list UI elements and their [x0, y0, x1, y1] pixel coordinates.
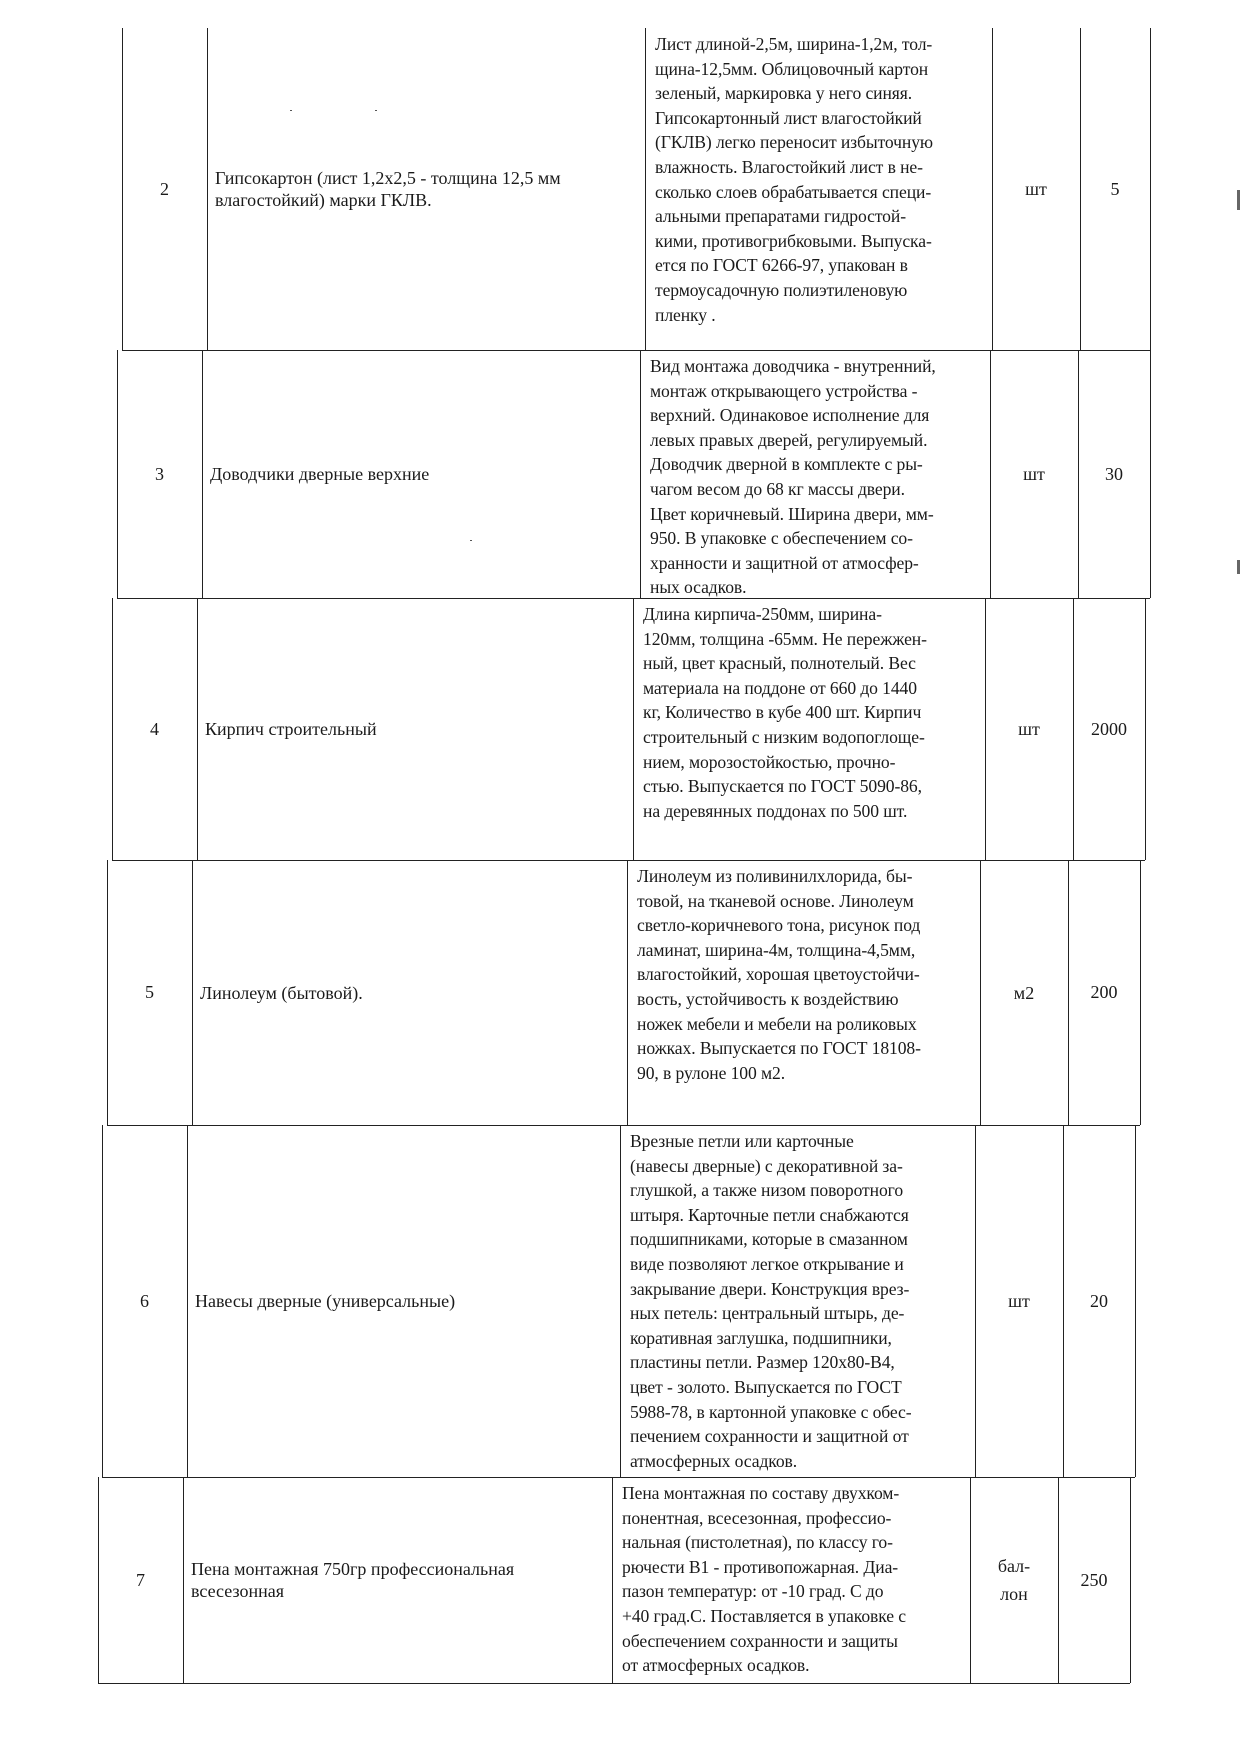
column-border — [122, 28, 123, 350]
item-description — [627, 860, 980, 1125]
description-line: обеспечением сохранности и защиты — [622, 1630, 898, 1651]
description-line: сколько слоев обрабатывается специ- — [655, 181, 932, 202]
unit-of-measure: шт — [1023, 464, 1045, 484]
unit-of-measure: м2 — [1013, 982, 1035, 1003]
description-line: строительный с низким водопоглоще- — [643, 726, 925, 747]
column-border — [202, 350, 203, 598]
item-description — [633, 598, 985, 860]
column-border — [970, 1477, 971, 1683]
column-border — [1135, 1125, 1136, 1477]
description-line: Врезные петли или карточные — [630, 1131, 854, 1151]
table-row — [122, 28, 1150, 351]
description-line: на деревянных поддонах по 500 шт. — [643, 800, 908, 821]
description-line: Длина кирпича-250мм, ширина- — [643, 604, 882, 624]
quantity: 2000 — [1091, 718, 1127, 739]
description-line: пластины петли. Размер 120х80-В4, — [630, 1352, 895, 1373]
scan-speck — [290, 110, 292, 111]
row-number: 6 — [140, 1290, 149, 1311]
description-line: Гипсокартонный лист влагостойкий — [655, 107, 922, 128]
description-line: хранности и защитной от атмосфер- — [650, 552, 919, 573]
quantity: 200 — [1090, 982, 1118, 1002]
row-number: 7 — [136, 1569, 145, 1590]
description-line: (навесы дверные) с декоративной за- — [630, 1155, 903, 1176]
unit-of-measure: шт — [1025, 179, 1047, 199]
column-border — [627, 860, 628, 1125]
item-description — [612, 1477, 970, 1683]
description-line: нальная (пистолетная), по классу го- — [622, 1532, 893, 1553]
column-border — [1130, 1477, 1131, 1683]
quantity: 250 — [1080, 1569, 1108, 1590]
column-border — [98, 1477, 99, 1683]
column-border — [207, 28, 208, 350]
description-line: 90, в рулоне 100 м2. — [637, 1062, 786, 1083]
description-line: термоусадочную полиэтиленовую — [655, 279, 908, 300]
description-line: от атмосферных осадков. — [622, 1655, 810, 1676]
column-border — [1150, 28, 1151, 350]
description-line: Доводчик дверной в комплекте с ры- — [650, 454, 923, 475]
description-line: пазон температур: от -10 град. С до — [622, 1581, 884, 1602]
description-line: Цвет коричневый. Ширина двери, мм- — [650, 503, 934, 524]
description-line: пленку . — [655, 304, 716, 325]
item-name: Линолеум (бытовой). — [200, 982, 363, 1003]
description-line: щина-12,5мм. Облицовочный картон — [655, 58, 929, 79]
row-number: 3 — [155, 463, 164, 484]
description-line: ножках. Выпускается по ГОСТ 18108- — [637, 1038, 921, 1059]
description-line: монтаж открывающего устройства - — [650, 380, 918, 401]
column-border — [1078, 350, 1079, 598]
column-border — [102, 1125, 103, 1477]
description-line: ных осадков. — [650, 577, 747, 598]
column-border — [640, 350, 641, 598]
quantity: 20 — [1090, 1290, 1108, 1311]
description-line: товой, на тканевой основе. Линолеум — [637, 890, 914, 911]
column-border — [1073, 598, 1074, 860]
column-border — [197, 598, 198, 860]
row-number: 5 — [145, 982, 154, 1002]
description-line: подшипниками, которые в смазанном — [630, 1229, 908, 1250]
description-line: Лист длиной-2,5м, ширина-1,2м, тол- — [655, 34, 933, 54]
table-row — [117, 350, 1150, 599]
column-border — [645, 28, 646, 350]
description-line: ламинат, ширина-4м, толщина-4,5мм, — [637, 939, 916, 960]
unit-of-measure: шт — [1008, 1291, 1030, 1311]
column-border — [985, 598, 986, 860]
description-line: глушкой, а также низом поворотного — [630, 1180, 904, 1201]
description-line: Вид монтажа доводчика - внутренний, — [650, 356, 936, 376]
item-name: Навесы дверные (универсальные) — [195, 1291, 456, 1311]
description-line: чагом весом до 68 кг массы двери. — [650, 478, 905, 499]
description-line: влажность. Влагостойкий лист в не- — [655, 156, 923, 177]
column-border — [1063, 1125, 1064, 1477]
table-row — [102, 1125, 1135, 1478]
column-border — [990, 350, 991, 598]
item-name: Кирпич строительный — [205, 719, 377, 739]
column-border — [620, 1125, 621, 1477]
column-border — [1145, 598, 1146, 860]
description-line: верхний. Одинаковое исполнение для — [650, 405, 930, 426]
table-row — [98, 1477, 1130, 1684]
table-row — [107, 860, 1140, 1126]
quantity: 30 — [1105, 463, 1123, 484]
description-line: рючести В1 - противопожарная. Диа- — [622, 1556, 899, 1577]
description-line: левых правых дверей, регулируемый. — [650, 429, 928, 450]
item-name: Гипсокартон (лист 1,2х2,5 - толщина 12,5 мм влагостойкий) марки ГКЛВ. — [215, 168, 561, 210]
column-border — [633, 598, 634, 860]
description-line: ется по ГОСТ 6266-97, упакован в — [655, 255, 908, 276]
column-border — [980, 860, 981, 1125]
table-row — [112, 598, 1145, 861]
description-line: атмосферных осадков. — [630, 1450, 798, 1471]
column-border — [612, 1477, 613, 1683]
item-description — [620, 1125, 975, 1477]
column-border — [1140, 860, 1141, 1125]
description-line: Пена монтажная по составу двухком- — [622, 1483, 900, 1503]
column-border — [117, 350, 118, 598]
column-border — [1150, 350, 1151, 598]
item-description — [645, 28, 992, 350]
row-number: 2 — [160, 178, 169, 199]
column-border — [112, 598, 113, 860]
description-line: ных петель: центральный штырь, де- — [630, 1303, 905, 1324]
column-border — [1080, 28, 1081, 350]
item-name: Пена монтажная 750гр профессиональная всесезонная — [191, 1559, 515, 1601]
description-line: 5988-78, в картонной упаковке с обес- — [630, 1401, 912, 1422]
description-line: виде позволяют легкое открывание и — [630, 1253, 904, 1274]
description-line: 950. В упаковке с обеспечением со- — [650, 528, 913, 549]
description-line: ножек мебели и мебели на роликовых — [637, 1013, 917, 1034]
description-line: ный, цвет красный, полнотелый. Вес — [643, 653, 916, 674]
description-line: кг, Количество в кубе 400 шт. Кирпич — [643, 702, 922, 723]
description-line: штыря. Карточные петли снабжаются — [630, 1204, 909, 1225]
column-border — [1068, 860, 1069, 1125]
description-line: закрывание двери. Конструкция врез- — [630, 1278, 910, 1299]
unit-of-measure: шт — [1018, 719, 1040, 739]
description-line: цвет - золото. Выпускается по ГОСТ — [630, 1376, 902, 1397]
description-line: альными препаратами гидростой- — [655, 206, 906, 227]
description-line: зеленый, маркировка у него синяя. — [655, 83, 913, 104]
description-line: понентная, всесезонная, профессио- — [622, 1507, 892, 1528]
description-line: вость, устойчивость к воздействию — [637, 988, 899, 1009]
column-border — [975, 1125, 976, 1477]
column-border — [1058, 1477, 1059, 1683]
description-line: +40 град.С. Поставляется в упаковке с — [622, 1605, 906, 1626]
description-line: кими, противогрибковыми. Выпуска- — [655, 230, 932, 251]
quantity: 5 — [1110, 178, 1120, 199]
description-line: материала на поддоне от 660 до 1440 — [643, 677, 917, 698]
description-line: коративная заглушка, подшипники, — [630, 1327, 892, 1348]
row-number: 4 — [150, 718, 159, 739]
description-line: Линолеум из поливинилхлорида, бы- — [637, 866, 913, 886]
scan-speck — [375, 110, 377, 111]
scan-speck — [470, 540, 472, 541]
description-line: печением сохранности и защитной от — [630, 1426, 909, 1447]
description-line: 120мм, толщина -65мм. Не пережжен- — [643, 628, 927, 649]
description-line: влагостойкий, хорошая цветоустойчи- — [637, 964, 920, 985]
item-name: Доводчики дверные верхние — [210, 464, 430, 484]
description-line: нием, морозостойкостью, прочно- — [643, 751, 896, 772]
column-border — [992, 28, 993, 350]
column-border — [192, 860, 193, 1125]
column-border — [107, 860, 108, 1125]
description-line: стью. Выпускается по ГОСТ 5090-86, — [643, 776, 922, 797]
description-line: (ГКЛВ) легко переносит избыточную — [655, 132, 933, 153]
column-border — [183, 1477, 184, 1683]
column-border — [187, 1125, 188, 1477]
unit-of-measure: бал- лон — [997, 1556, 1031, 1604]
item-description — [640, 350, 990, 598]
description-line: светло-коричневого тона, рисунок под — [637, 915, 921, 936]
